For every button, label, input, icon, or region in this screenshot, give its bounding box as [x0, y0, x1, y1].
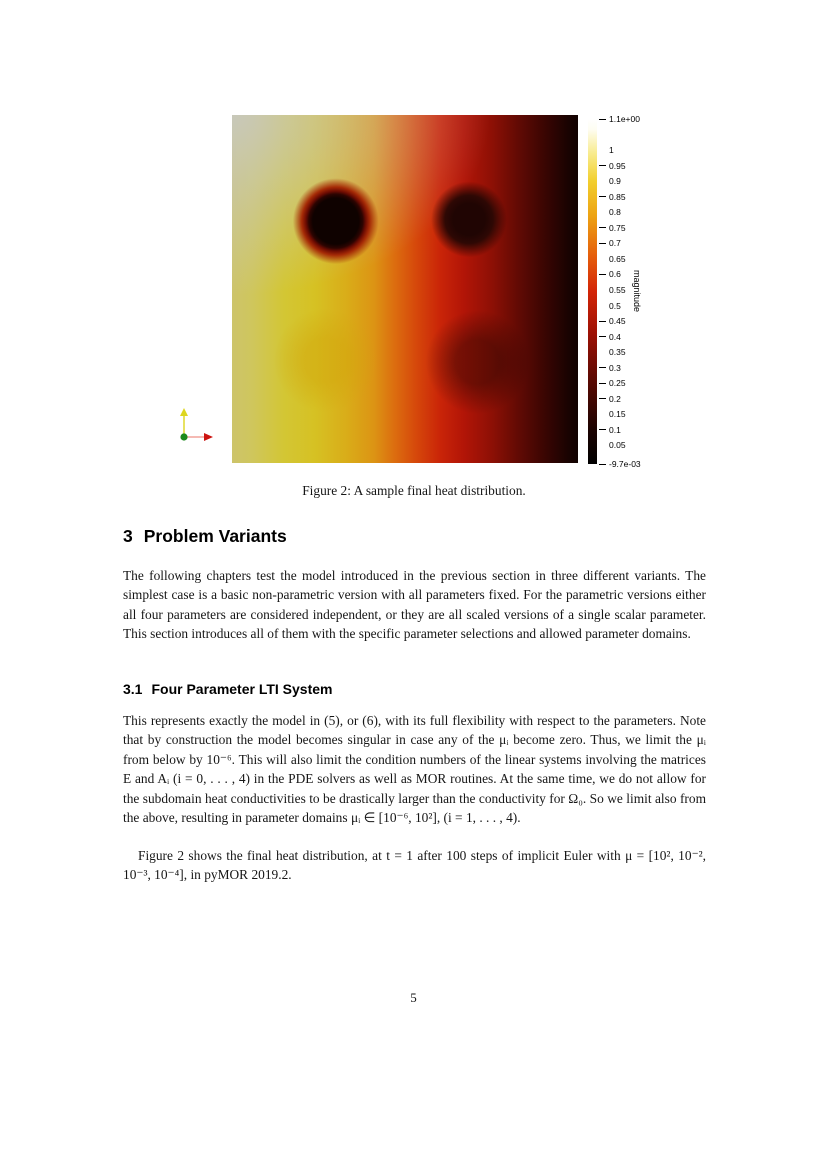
figure-caption: Figure 2: A sample final heat distribution.: [302, 483, 526, 498]
colorbar-tick: [599, 301, 621, 311]
colorbar-tick-label: 1.1e+00: [609, 114, 640, 124]
colorbar-tick: [599, 223, 626, 233]
colorbar-tick-label: -9.7e-03: [609, 459, 641, 469]
origin-point: [180, 433, 187, 440]
y-axis-arrow-head: [180, 408, 188, 416]
colorbar-tick: [599, 269, 621, 279]
colorbar-tick: [599, 332, 621, 342]
colorbar-tick: [599, 207, 621, 217]
colorbar-tick-label: 1: [609, 145, 614, 156]
colorbar-tick-label: 0.2: [609, 393, 621, 404]
colorbar-tick-dash: [599, 429, 606, 430]
colorbar-gradient: [588, 119, 597, 464]
colorbar-tick-dash: [599, 274, 606, 275]
colorbar-tick-label: 0.65: [609, 253, 626, 264]
colorbar-tick: [599, 316, 626, 326]
colorbar-tick-label: 0.95: [609, 160, 626, 171]
subsection-heading: [123, 681, 333, 697]
colorbar-tick-label: 0.85: [609, 191, 626, 202]
colorbar-tick-dash: [599, 321, 606, 322]
colorbar-tick-dash: [599, 367, 606, 368]
page-number: 5: [410, 990, 417, 1005]
colorbar-tick-label: 0.05: [609, 440, 626, 451]
colorbar-tick: [599, 176, 621, 186]
colorbar-tick-label: 0.25: [609, 378, 626, 389]
colorbar-tick: [599, 145, 614, 155]
colorbar-tick-label: 0.35: [609, 347, 626, 358]
colorbar-tick-label: 0.7: [609, 238, 621, 249]
section-title: Problem Variants: [143, 526, 287, 546]
colorbar-tick-label: 0.15: [609, 409, 626, 420]
colorbar-tick-dash: [599, 464, 606, 465]
colorbar-tick-dash: [599, 227, 606, 228]
colorbar-title: magnitude: [632, 270, 642, 313]
subsection-paragraph-2: Figure 2 shows the final heat distribution, at t = 1 after 100 steps of implicit Euler with μ = [10², 10⁻², 10⁻³, 10⁻⁴], in pyMOR 2019.2.: [123, 848, 706, 883]
colorbar-tick-label: 0.5: [609, 300, 621, 311]
subsection-title: Four Parameter LTI System: [151, 681, 333, 697]
colorbar-tick-label: 0.1: [609, 424, 621, 435]
colorbar-tick: [599, 425, 621, 435]
colorbar-tick-dash: [599, 119, 606, 120]
colorbar-tick: [599, 347, 626, 357]
subsection-number: 3.1: [123, 681, 143, 697]
colorbar-tick-dash: [599, 383, 606, 384]
colorbar-tick: [599, 285, 626, 295]
colorbar-tick-label: 0.55: [609, 284, 626, 295]
colorbar-tick-dash: [599, 165, 606, 166]
colorbar-tick-dash: [599, 398, 606, 399]
colorbar-tick: [599, 363, 621, 373]
colorbar-tick: [599, 238, 621, 248]
colorbar-tick: [599, 161, 626, 171]
colorbar-tick-label: 0.45: [609, 316, 626, 327]
orientation-axes-icon: [172, 399, 218, 445]
colorbar-tick-label: 0.9: [609, 176, 621, 187]
x-axis-arrow-head: [204, 433, 213, 441]
colorbar-tick-dash: [599, 243, 606, 244]
colorbar-tick-label: 0.8: [609, 207, 621, 218]
section-number: 3: [123, 526, 133, 546]
colorbar-tick-label: 0.75: [609, 222, 626, 233]
heatmap-image: [232, 115, 578, 463]
section-paragraph: The following chapters test the model introduced in the previous section in three different variants. The simplest case is a basic non-parametric version with all parameters fixed. For the parametric versions either all four parameters are considered independent, or they are all scaled versions of a single scalar parameter. This section introduces all of them with the specific parameter selections and allowed parameter domains.: [123, 568, 706, 642]
colorbar-tick: [599, 440, 626, 450]
colorbar-tick-label: 0.4: [609, 331, 621, 342]
colorbar-tick: [599, 378, 626, 388]
colorbar: [588, 119, 597, 464]
colorbar-tick: [599, 192, 626, 202]
subsection-paragraph-1: This represents exactly the model in (5), or (6), with its full flexibility with respect to the parameters. Note that by construction the model becomes singular in case any of the μᵢ become zero. Thus, we limit the μᵢ from below by 10⁻⁶. This will also limit the condition numbers of the linear systems involving the matrices E and Aᵢ (i = 0, . . . , 4) in the PDE solvers as well as MOR routines. At the same time, we do not allow for the subdomain heat conductivities to be drastically larger than the conductivity for Ω₀. So we limit also from the above, resulting in parameter domains μᵢ ∈ [10⁻⁶, 10²], (i = 1, . . . , 4).: [123, 713, 706, 826]
colorbar-tick-label: 0.6: [609, 269, 621, 280]
colorbar-tick: [599, 394, 621, 404]
colorbar-tick: [599, 254, 626, 264]
colorbar-tick-dash: [599, 336, 606, 337]
colorbar-tick: [599, 409, 626, 419]
colorbar-tick-dash: [599, 196, 606, 197]
section-heading: [123, 526, 287, 547]
colorbar-tick-label: 0.3: [609, 362, 621, 373]
